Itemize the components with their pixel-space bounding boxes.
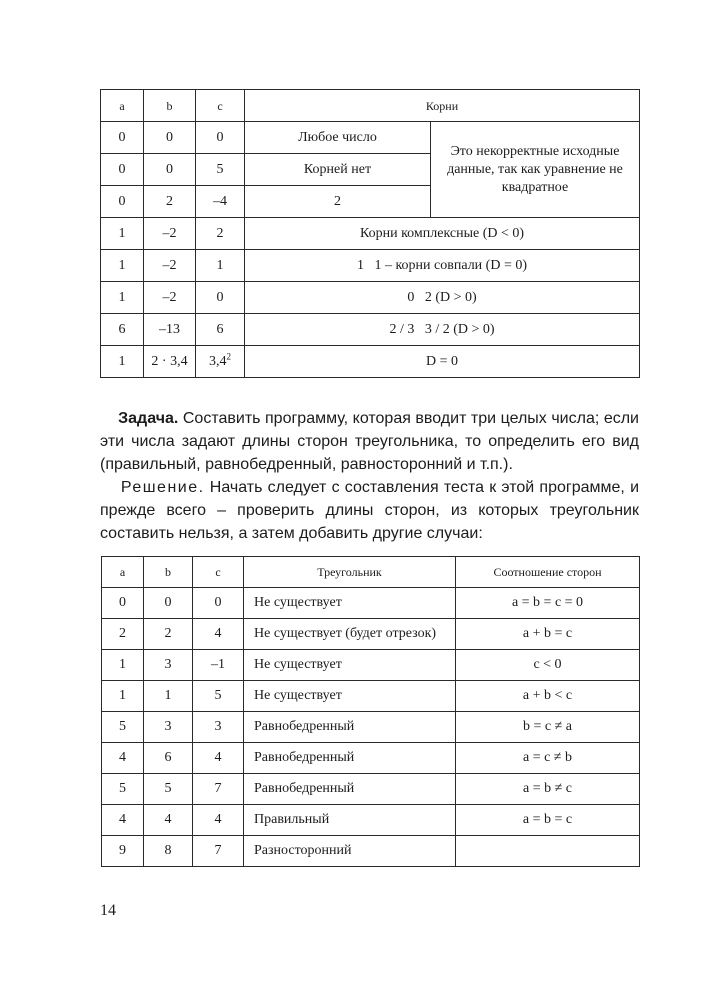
cell-b: 2	[144, 186, 196, 218]
cell-triangle-type: Правильный	[244, 805, 456, 836]
cell-a: 1	[101, 346, 144, 378]
cell-a: 4	[102, 805, 144, 836]
cell-triangle-type: Разносторонний	[244, 836, 456, 867]
solution-paragraph	[100, 476, 639, 545]
table-row	[102, 836, 640, 867]
header-cell: a	[101, 90, 144, 122]
table-row	[101, 250, 640, 282]
cell-c: 4	[193, 805, 244, 836]
cell-c: 3	[193, 712, 244, 743]
cell-triangle-type: Не существует	[244, 681, 456, 712]
cell-relation: c < 0	[456, 650, 640, 681]
cell-b: 1	[144, 681, 193, 712]
cell-c	[196, 346, 245, 378]
header-cell: c	[193, 557, 244, 588]
cell-b: –13	[144, 314, 196, 346]
table-row	[101, 314, 640, 346]
table-row	[101, 346, 640, 378]
task-keyword: Задача.	[118, 410, 179, 427]
cell-a: 5	[102, 712, 144, 743]
cell-a: 1	[101, 250, 144, 282]
cell-c: 4	[193, 619, 244, 650]
cell-c: 5	[193, 681, 244, 712]
cell-relation: a = b = c = 0	[456, 588, 640, 619]
merged-note-cell: Это некорректные исходные данные, так как уравнение не квадратное	[431, 122, 640, 218]
cell-c: 5	[196, 154, 245, 186]
cell-triangle-type: Равнобедренный	[244, 774, 456, 805]
solution-text: Начать следует с составления теста к этой программе, и прежде всего – проверить длины сторон, из которых треугольник составить нельзя, а затем добавить другие случаи:	[100, 479, 640, 542]
cell-a: 4	[102, 743, 144, 774]
cell-a: 1	[102, 650, 144, 681]
cell-b: 0	[144, 122, 196, 154]
table-row	[101, 218, 640, 250]
cell-b: 2 · 3,4	[144, 346, 196, 378]
cell-c: –1	[193, 650, 244, 681]
cell-c-base: 3,4	[209, 353, 227, 369]
cell-triangle-type: Равнобедренный	[244, 743, 456, 774]
cell-b: 3	[144, 650, 193, 681]
cell-a: 0	[101, 186, 144, 218]
cell-b: 0	[144, 154, 196, 186]
header-cell: b	[144, 557, 193, 588]
cell-b: 3	[144, 712, 193, 743]
cell-a: 5	[102, 774, 144, 805]
cell-relation	[456, 836, 640, 867]
table-row	[101, 282, 640, 314]
triangle-test-table	[101, 556, 640, 867]
cell-b: 6	[144, 743, 193, 774]
cell-a: 6	[101, 314, 144, 346]
cell-root: Корни комплексные (D < 0)	[245, 218, 640, 250]
cell-a: 9	[102, 836, 144, 867]
cell-b: 8	[144, 836, 193, 867]
table-row	[102, 712, 640, 743]
table-row	[102, 619, 640, 650]
task-text: Составить программу, которая вводит три целых числа; если эти числа задают длины сторон треугольника, то определить его вид (правильный, равнобедренный, равносторонний и т.п.).	[100, 410, 639, 473]
cell-triangle-type: Не существует (будет отрезок)	[244, 619, 456, 650]
table-row	[102, 805, 640, 836]
cell-root: Любое число	[245, 122, 431, 154]
cell-relation: a = b ≠ c	[456, 774, 640, 805]
table-header-row	[101, 90, 640, 122]
cell-b: 2	[144, 619, 193, 650]
cell-c: –4	[196, 186, 245, 218]
cell-triangle-type: Равнобедренный	[244, 712, 456, 743]
cell-b: 4	[144, 805, 193, 836]
cell-c: 7	[193, 836, 244, 867]
cell-c: 6	[196, 314, 245, 346]
cell-c: 2	[196, 218, 245, 250]
cell-b: –2	[144, 250, 196, 282]
cell-b: 5	[144, 774, 193, 805]
page-number: 14	[100, 902, 116, 919]
cell-relation: a = c ≠ b	[456, 743, 640, 774]
table-row	[102, 650, 640, 681]
header-cell: Треугольник	[244, 557, 456, 588]
header-cell: c	[196, 90, 245, 122]
cell-a: 2	[102, 619, 144, 650]
cell-root: 1 1 – корни совпали (D = 0)	[245, 250, 640, 282]
cell-relation: a + b < c	[456, 681, 640, 712]
table-row	[102, 588, 640, 619]
cell-root: Корней нет	[245, 154, 431, 186]
cell-root: D = 0	[245, 346, 640, 378]
table-row	[102, 681, 640, 712]
cell-triangle-type: Не существует	[244, 588, 456, 619]
cell-c: 4	[193, 743, 244, 774]
cell-a: 0	[101, 154, 144, 186]
header-cell: Соотношение сторон	[456, 557, 640, 588]
cell-root: 0 2 (D > 0)	[245, 282, 640, 314]
cell-root: 2 / 3 3 / 2 (D > 0)	[245, 314, 640, 346]
cell-b: –2	[144, 218, 196, 250]
cell-relation: a + b = c	[456, 619, 640, 650]
cell-a: 1	[101, 282, 144, 314]
cell-relation: b = c ≠ a	[456, 712, 640, 743]
cell-a: 0	[101, 122, 144, 154]
cell-b: –2	[144, 282, 196, 314]
cell-b: 0	[144, 588, 193, 619]
header-cell: b	[144, 90, 196, 122]
cell-root: 2	[245, 186, 431, 218]
task-paragraph	[100, 407, 639, 476]
cell-triangle-type: Не существует	[244, 650, 456, 681]
cell-a: 1	[101, 218, 144, 250]
table-header-row	[102, 557, 640, 588]
cell-a: 1	[102, 681, 144, 712]
cell-c: 1	[196, 250, 245, 282]
cell-a: 0	[102, 588, 144, 619]
cell-c: 0	[196, 282, 245, 314]
cell-c-superscript: 2	[226, 350, 231, 361]
cell-relation: a = b = c	[456, 805, 640, 836]
solution-keyword: Решение.	[120, 479, 205, 496]
cell-c: 7	[193, 774, 244, 805]
header-cell: Корни	[245, 90, 640, 122]
roots-table	[100, 89, 640, 378]
table-row	[102, 774, 640, 805]
cell-c: 0	[193, 588, 244, 619]
header-cell: a	[102, 557, 144, 588]
table-row	[102, 743, 640, 774]
cell-c: 0	[196, 122, 245, 154]
table-row	[101, 122, 640, 154]
